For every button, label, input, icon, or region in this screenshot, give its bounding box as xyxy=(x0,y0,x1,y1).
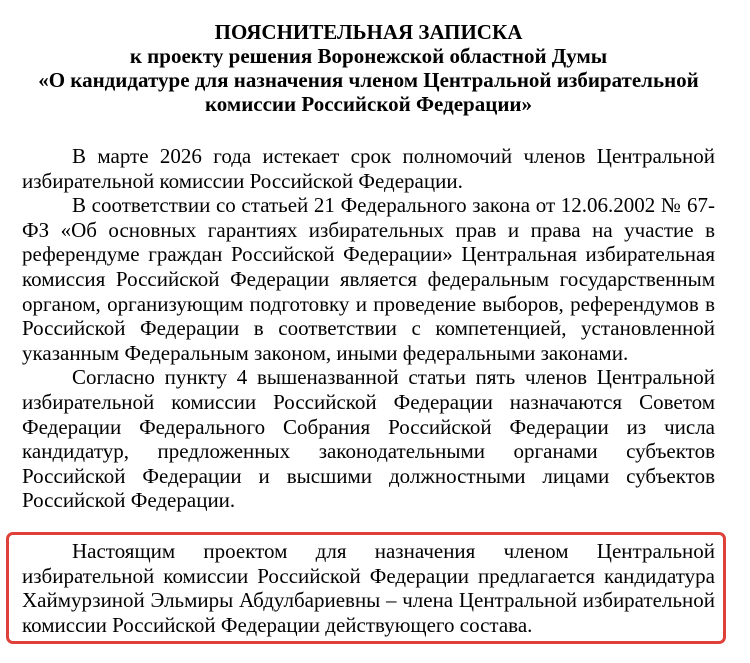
highlighted-paragraph: Настоящим проектом для назначения членом Центральной избирательной комиссии Российской Федерации предлагается кандидатура Хаймурзиной Эльмиры Абдулбариевны – члена Центральной избирательной комиссии Российской Федерации действующего состава. xyxy=(22,539,715,637)
highlighted-section xyxy=(22,539,715,637)
title-line-4: комиссии Российской Федерации» xyxy=(204,92,533,116)
paragraph-3: Согласно пункту 4 вышеназванной статьи пять членов Центральной избирательной комиссии Российской Федерации назначаются Советом Федерации Федерального Собрания Российской Федерации из числа кандидатур, предложенных законодательными органами субъектов Российской Федерации и высшими должностными лицами субъектов Российской Федерации. xyxy=(22,365,715,513)
document-title xyxy=(22,20,715,116)
document-body xyxy=(22,144,715,513)
document-page xyxy=(22,20,715,513)
title-line-2: к проекту решения Воронежской областной Думы xyxy=(129,44,608,68)
paragraph-1: В марте 2026 года истекает срок полномочий членов Центральной избирательной комиссии Российской Федерации. xyxy=(22,144,715,193)
title-line-3: «О кандидатуре для назначения членом Центральной избирательной xyxy=(38,68,699,92)
title-line-1: ПОЯСНИТЕЛЬНАЯ ЗАПИСКА xyxy=(214,20,523,44)
paragraph-2: В соответствии со статьей 21 Федерального закона от 12.06.2002 № 67-ФЗ «Об основных гарантиях избирательных прав и права на участие в референдуме граждан Российской Федерации» Центральная избирательная комиссия Российской Федерации является федеральным государственным органом, организующим подготовку и проведение выборов, референдумов в Российской Федерации в соответствии с компетенцией, установленной указанным Федеральным законом, иными федеральными законами. xyxy=(22,193,715,365)
